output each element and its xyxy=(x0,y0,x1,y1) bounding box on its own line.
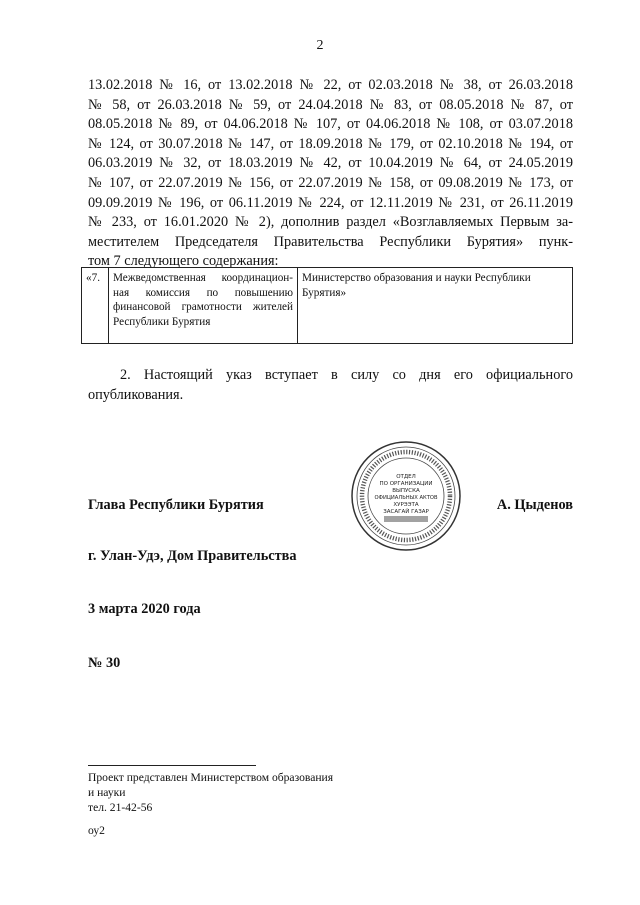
stamp-line: ПО ОРГАНИЗАЦИИ xyxy=(379,481,433,487)
page-number: 2 xyxy=(316,38,324,53)
footnote-line: и науки xyxy=(88,786,126,799)
decree-number: № 30 xyxy=(88,655,121,671)
place-of-signing: г. Улан-Удэ, Дом Правительства xyxy=(88,548,297,564)
commission-line: финансовой грамотности жителей xyxy=(113,301,293,313)
footnote-divider xyxy=(88,765,256,766)
body-line: том 7 следующего содержания: xyxy=(88,253,279,270)
body-line: № 107, от 22.07.2019 № 156, от 22.07.2019 № 158, от 09.08.2019 № 173, от xyxy=(88,174,573,191)
point-2-line: опубликования. xyxy=(88,386,184,403)
body-line: 09.09.2019 № 196, от 06.11.2019 № 224, от 12.11.2019 № 231, от 26.11.2019 xyxy=(88,194,573,211)
body-line: № 58, от 26.03.2018 № 59, от 24.04.2018 № 83, от 08.05.2018 № 87, от xyxy=(88,96,573,113)
body-line: № 124, от 30.07.2018 № 147, от 18.09.2018 № 179, от 02.10.2018 № 194, от xyxy=(88,135,573,152)
body-line: 06.03.2019 № 32, от 18.03.2019 № 42, от 10.04.2019 № 64, от 24.05.2019 xyxy=(88,155,573,172)
document-code: оу2 xyxy=(88,824,105,837)
footnote xyxy=(88,770,333,815)
body-paragraph xyxy=(88,76,573,272)
stamp-line: ОТДЕЛ xyxy=(396,474,416,480)
table-row xyxy=(82,268,573,344)
body-line: 13.02.2018 № 16, от 13.02.2018 № 22, от 02.03.2018 № 38, от 26.03.2018 xyxy=(88,77,573,93)
signatory-position: Глава Республики Бурятия xyxy=(88,497,264,513)
footnote-line: тел. 21-42-56 xyxy=(88,801,153,814)
commission-line: Межведомственная координацион- xyxy=(113,272,293,284)
footnote-line: Проект представлен Министерством образования xyxy=(88,771,334,784)
stamp-line: ОФИЦИАЛЬНЫХ АКТОВ xyxy=(374,495,438,501)
insert-table xyxy=(81,267,573,344)
commission-line: ная комиссия по повышению xyxy=(113,286,293,299)
stamp-line: ХУРЭЭТА xyxy=(393,502,419,508)
table-cell-ministry: Министерство образования и науки Республики Бурятия» xyxy=(298,268,573,344)
table-cell-commission xyxy=(109,268,298,344)
stamp-line: ЗАСАГАЙ ГАЗАР xyxy=(383,509,429,515)
body-line: местителем Председателя Правительства Республики Бурятия» пунк- xyxy=(88,233,573,250)
point-2-paragraph xyxy=(88,366,573,405)
commission-line: Республики Бурятия xyxy=(113,315,211,328)
table-cell-number: «7. xyxy=(82,268,109,344)
body-line: 08.05.2018 № 89, от 04.06.2018 № 107, от 04.06.2018 № 108, от 03.07.2018 xyxy=(88,116,573,133)
signatory-name: А. Цыденов xyxy=(496,497,573,513)
body-line: № 233, от 16.01.2020 № 2), дополнив раздел «Возглавляемых Первым за- xyxy=(88,214,573,231)
decree-date: 3 марта 2020 года xyxy=(88,601,201,617)
point-2-line: 2. Настоящий указ вступает в силу со дня его официального xyxy=(120,367,573,383)
stamp-line: ВЫПУСКА xyxy=(392,488,420,494)
official-stamp-seal xyxy=(350,440,462,552)
